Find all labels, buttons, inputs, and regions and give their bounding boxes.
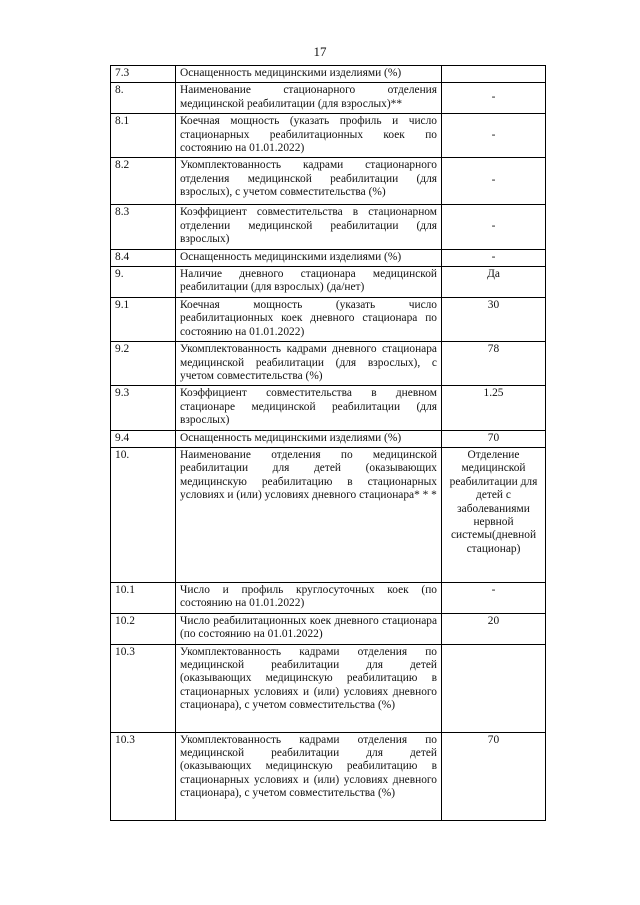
- row-number: 7.3: [111, 66, 176, 83]
- row-value: Да: [442, 267, 546, 298]
- row-number: 8.1: [111, 114, 176, 158]
- table-row: [111, 267, 546, 298]
- row-number: 10.3: [111, 644, 176, 732]
- row-value: -: [442, 114, 546, 158]
- row-label: Оснащенность медицинскими изделиями (%): [176, 66, 442, 83]
- row-label: Наименование отделения по медицинской реабилитации для детей (оказывающих медицинскую реабилитацию в стационарных условиях и (или) условиях дневного стационара* * *: [176, 447, 442, 582]
- row-value: 30: [442, 297, 546, 341]
- row-number: 9.1: [111, 297, 176, 341]
- row-label: Оснащенность медицинскими изделиями (%): [176, 249, 442, 266]
- table-row: [111, 430, 546, 447]
- row-value: [442, 66, 546, 83]
- table-row: [111, 732, 546, 820]
- row-label: Число и профиль круглосуточных коек (по состоянию на 01.01.2022): [176, 582, 442, 613]
- data-table: [110, 65, 546, 821]
- row-label: Наличие дневного стационара медицинской реабилитации (для взрослых) (да/нет): [176, 267, 442, 298]
- table-row: [111, 613, 546, 644]
- table-row: [111, 83, 546, 114]
- table-row: [111, 447, 546, 582]
- row-label: Число реабилитационных коек дневного стационара (по состоянию на 01.01.2022): [176, 613, 442, 644]
- table-row: [111, 342, 546, 386]
- page-number: 17: [313, 44, 327, 59]
- row-number: 10.1: [111, 582, 176, 613]
- row-number: 9.4: [111, 430, 176, 447]
- table-row: [111, 644, 546, 732]
- row-number: 8.4: [111, 249, 176, 266]
- row-value: Отделение медицинской реабилитации для детей с заболеваниями нервной системы(дневной стационар): [442, 447, 546, 582]
- row-label: Укомплектованность кадрами дневного стационара медицинской реабилитации (для взрослых), с учетом совместительства (%): [176, 342, 442, 386]
- table-row: [111, 66, 546, 83]
- row-number: 10.2: [111, 613, 176, 644]
- row-number: 9.3: [111, 386, 176, 430]
- row-number: 9.: [111, 267, 176, 298]
- table-row: [111, 297, 546, 341]
- row-label: Коэффициент совместительства в дневном стационаре медицинской реабилитации (для взрослых): [176, 386, 442, 430]
- row-label: Коечная мощность (указать число реабилитационных коек дневного стационара по состоянию на 01.01.2022): [176, 297, 442, 341]
- row-value: 70: [442, 732, 546, 820]
- row-label: Коечная мощность (указать профиль и число стационарных реабилитационных коек по состоянию на 01.01.2022): [176, 114, 442, 158]
- row-value: -: [442, 249, 546, 266]
- row-label: Коэффициент совместительства в стационарном отделении медицинской реабилитации (для взрослых): [176, 205, 442, 249]
- row-value: 1.25: [442, 386, 546, 430]
- row-number: 8.: [111, 83, 176, 114]
- row-number: 8.2: [111, 158, 176, 205]
- table-row: [111, 114, 546, 158]
- row-value: 78: [442, 342, 546, 386]
- row-value: -: [442, 582, 546, 613]
- table-row: [111, 386, 546, 430]
- table-row: [111, 158, 546, 205]
- row-number: 8.3: [111, 205, 176, 249]
- row-number: 9.2: [111, 342, 176, 386]
- row-label: Укомплектованность кадрами отделения по медицинской реабилитации для детей (оказывающих медицинскую реабилитацию в стационарных условиях и (или) условиях дневного стационара), с учетом совместительства (%): [176, 644, 442, 732]
- table-row: [111, 205, 546, 249]
- row-value: [442, 644, 546, 732]
- table-row: [111, 249, 546, 266]
- row-number: 10.: [111, 447, 176, 582]
- row-value: -: [442, 205, 546, 249]
- row-value: 20: [442, 613, 546, 644]
- row-label: Укомплектованность кадрами отделения по медицинской реабилитации для детей (оказывающих медицинскую реабилитацию в стационарных условиях и (или) условиях дневного стационара), с учетом совместительства (%): [176, 732, 442, 820]
- row-label: Укомплектованность кадрами стационарного отделения медицинской реабилитации (для взрослых), с учетом совместительства (%): [176, 158, 442, 205]
- table-row: [111, 582, 546, 613]
- row-label: Наименование стационарного отделения медицинской реабилитации (для взрослых)**: [176, 83, 442, 114]
- row-label: Оснащенность медицинскими изделиями (%): [176, 430, 442, 447]
- row-value: -: [442, 158, 546, 205]
- row-value: 70: [442, 430, 546, 447]
- row-value: -: [442, 83, 546, 114]
- row-number: 10.3: [111, 732, 176, 820]
